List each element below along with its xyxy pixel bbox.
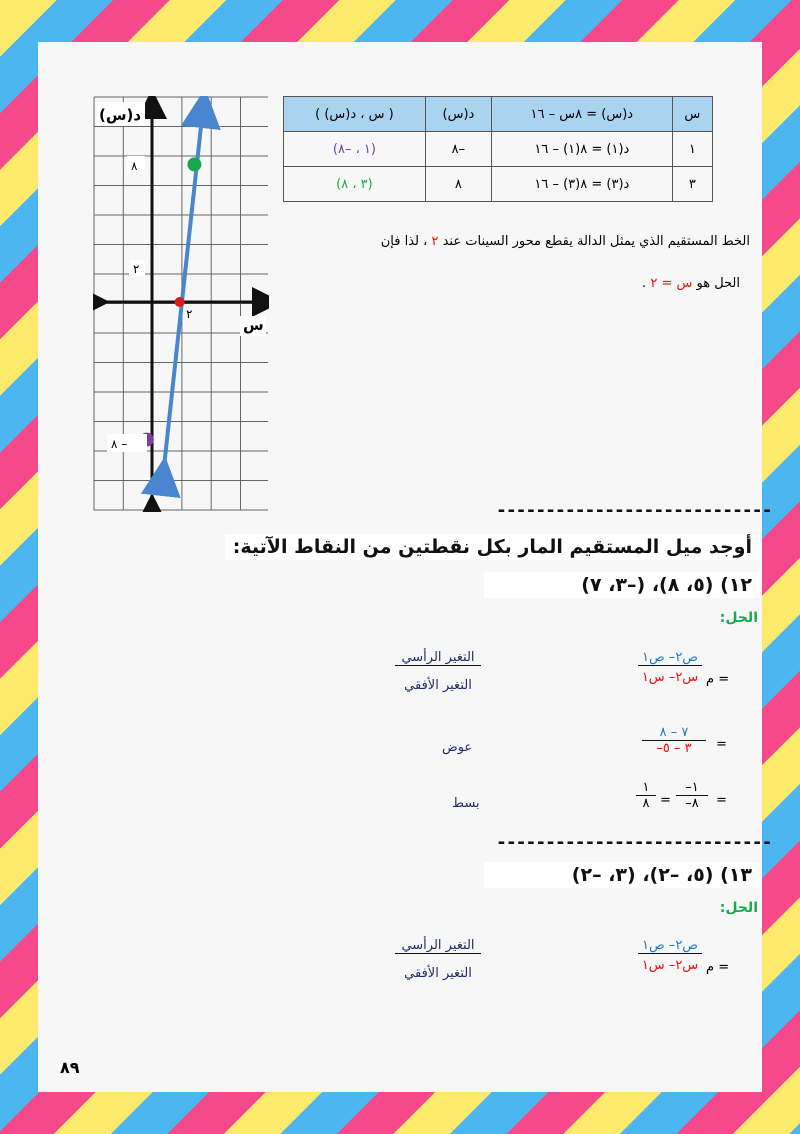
table-cell: ٨: [425, 167, 491, 202]
solution-label: الحل:: [719, 610, 758, 626]
values-table: [283, 96, 713, 202]
page-number: ٨٩: [60, 1058, 80, 1077]
simplify-fraction-2: ١ ٨: [636, 780, 656, 811]
table-cell: (١ ، –٨): [284, 132, 426, 167]
equals-sign: =: [716, 737, 727, 752]
table-row: [284, 132, 713, 167]
tick-label-ym8: ٨ –: [111, 437, 128, 451]
table-row: [284, 167, 713, 202]
section-title: أوجد ميل المستقيم المار بكل نقطتين من النقاط الآتية:: [225, 534, 760, 560]
explanation-line-1: الخط المستقيم الذي يمثل الدالة يقطع محور السينات عند ٢ ، لذا فإن: [380, 234, 750, 249]
tick-label-x2: ٢: [186, 307, 193, 321]
section-divider: ----------------------------: [496, 500, 772, 521]
slope-m-label: م =: [706, 960, 730, 975]
table-cell: د(١) = ٨(١) – ١٦: [491, 132, 672, 167]
y-axis-label: د(س): [99, 106, 142, 124]
table-cell: ١: [672, 132, 712, 167]
problem-13-header: ١٣) (٥، –٢)، (٣، –٢): [484, 862, 760, 888]
graph-point: [175, 297, 185, 307]
table-cell: د(٣) = ٨(٣) – ١٦: [491, 167, 672, 202]
equals-sign: =: [716, 793, 727, 808]
col-header: د(س): [425, 97, 491, 132]
table-header-row: [284, 97, 713, 132]
function-graph: [93, 96, 269, 512]
x-axis-label: س: [243, 316, 264, 334]
graph-point: [187, 157, 201, 171]
problem-12-header: ١٢) (٥، ٨)، (–٣، ٧): [484, 572, 760, 598]
table-cell: –٨: [425, 132, 491, 167]
tick-label-y8: ٨: [131, 159, 138, 173]
section-divider: ----------------------------: [496, 832, 772, 853]
substitute-label: عوض: [442, 740, 473, 755]
substitution-fraction: ٧ – ٨ –٣ – ٥: [642, 725, 706, 756]
explanation-line-2: الحل هو س = ٢ .: [642, 276, 740, 291]
simplify-label: بسط: [452, 796, 480, 811]
rise-run-fraction: التغير الرأسي التغير الأفقي: [395, 938, 481, 981]
tick-label-y2: ٢: [133, 262, 140, 276]
col-header: د(س) = ٨س – ١٦: [491, 97, 672, 132]
table-cell: ٣: [672, 167, 712, 202]
solution-label: الحل:: [719, 900, 758, 916]
equals-sign: =: [660, 793, 671, 808]
col-header: س: [672, 97, 712, 132]
simplify-fraction-1: –١ –٨: [676, 780, 708, 811]
slope-m-label: م =: [706, 672, 730, 687]
slope-formula-fraction: ص٢– ص١ س٢– س١: [638, 938, 702, 973]
col-header: ( س ، د(س) ): [284, 97, 426, 132]
table-cell: (٣ ، ٨): [284, 167, 426, 202]
rise-run-fraction: التغير الرأسي التغير الأفقي: [395, 650, 481, 693]
slope-formula-fraction: ص٢– ص١ س٢– س١: [638, 650, 702, 685]
